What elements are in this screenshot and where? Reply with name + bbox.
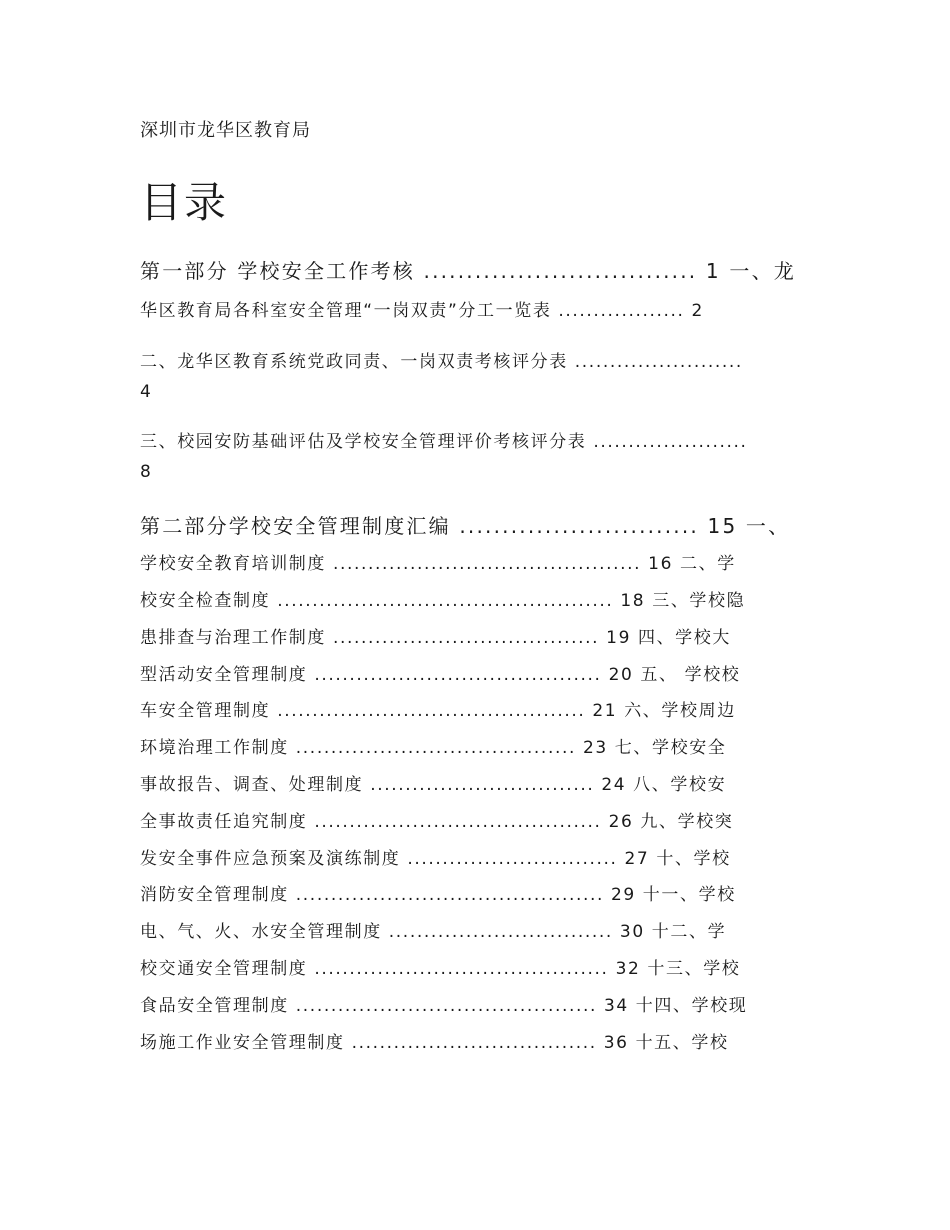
toc-entry[interactable]: 华区教育局各科室安全管理“一岗双责”分工一览表 .................. 2 [140, 301, 704, 321]
toc-entry[interactable]: 患排查与治理工作制度 ...................................... 19 四、学校大 [140, 628, 731, 648]
toc-entry[interactable]: 电、气、火、水安全管理制度 ................................ 30 十二、学 [140, 922, 727, 942]
toc-entry[interactable]: 二、龙华区教育系统党政同责、一岗双责考核评分表 ........................ [140, 352, 743, 372]
page-title: 目录 [140, 178, 229, 227]
toc-entry[interactable]: 场施工作业安全管理制度 ................................... 36 十五、学校 [140, 1033, 729, 1053]
toc-page-number: 8 [140, 462, 152, 482]
toc-entry[interactable]: 型活动安全管理制度 ......................................... 20 五、 学校校 [140, 665, 741, 685]
toc-entry[interactable]: 事故报告、调查、处理制度 ................................ 24 八、学校安 [140, 775, 727, 795]
toc-entry[interactable]: 全事故责任追究制度 ......................................... 26 九、学校突 [140, 812, 734, 832]
toc-entry[interactable]: 校安全检查制度 ................................................ 18 三、学校隐 [140, 591, 746, 611]
toc-entry[interactable]: 环境治理工作制度 ........................................ 23 七、学校安全 [140, 738, 727, 758]
toc-entry[interactable]: 食品安全管理制度 ........................................... 34 十四、学校现 [140, 996, 748, 1016]
toc-entry[interactable]: 车安全管理制度 ............................................ 21 六、学校周边 [140, 701, 736, 721]
toc-entry[interactable]: 学校安全教育培训制度 ............................................ 16 二、学 [140, 554, 736, 574]
toc-entry[interactable]: 发安全事件应急预案及演练制度 .............................. 27 十、学校 [140, 849, 731, 869]
organization-name: 深圳市龙华区教育局 [140, 120, 311, 141]
toc-page-number: 4 [140, 382, 152, 402]
toc-entry[interactable]: 消防安全管理制度 ............................................ 29 十一、学校 [140, 885, 736, 905]
toc-part-one-heading[interactable]: 第一部分 学校安全工作考核 ................................ 1 一、龙 [140, 259, 796, 283]
toc-entry[interactable]: 校交通安全管理制度 .......................................... 32 十三、学校 [140, 959, 741, 979]
toc-entry[interactable]: 三、校园安防基础评估及学校安全管理评价考核评分表 ...................... [140, 432, 748, 452]
toc-part-two-heading[interactable]: 第二部分学校安全管理制度汇编 ............................ 15 一、 [140, 514, 791, 538]
